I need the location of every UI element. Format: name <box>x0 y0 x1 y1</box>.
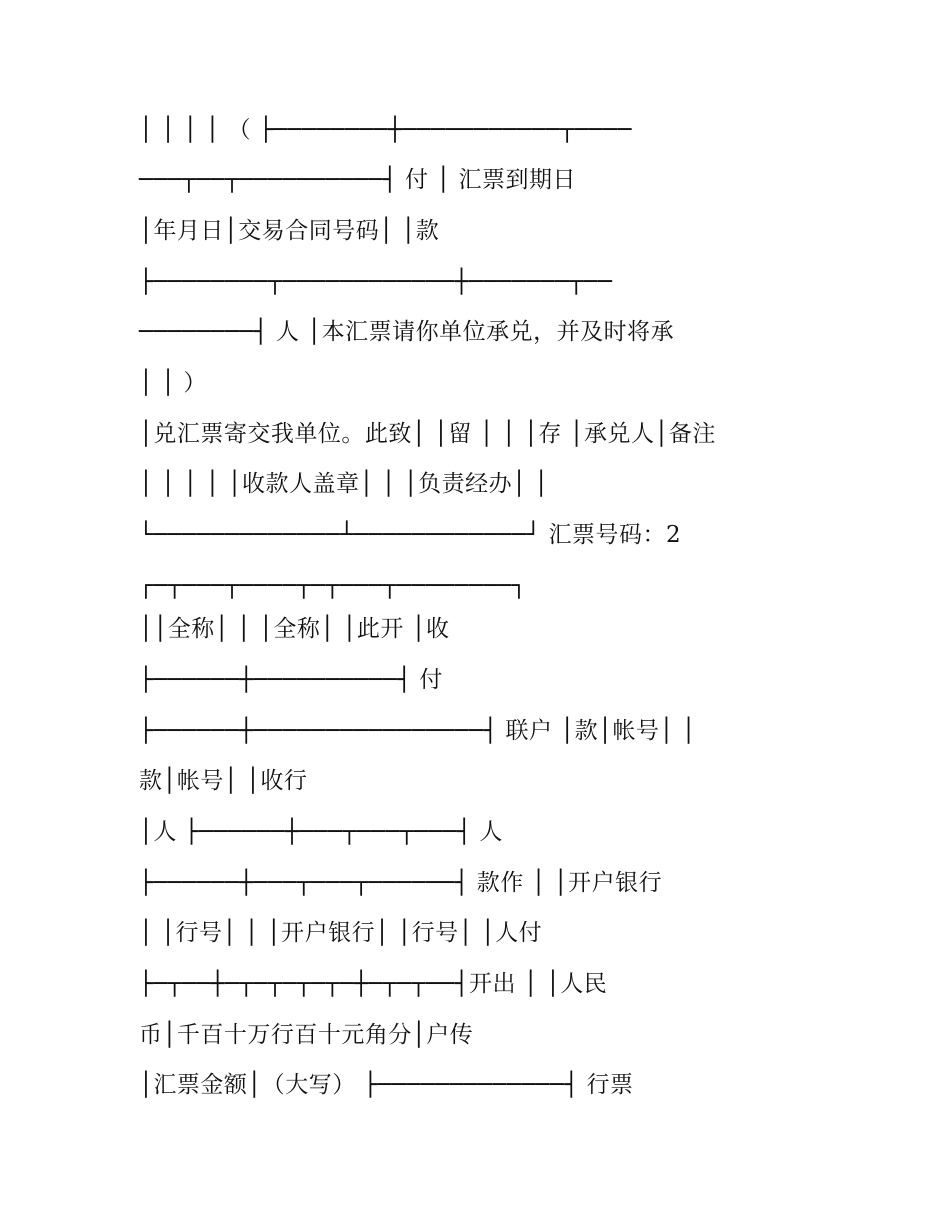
text-line: ┌─┬───┬────┬─┬───┬────────┐ <box>139 573 527 599</box>
text-line: │ │ ） <box>139 370 207 396</box>
text-line: │兑汇票寄交我单位。此致│ │留 │ │ │存 │承兑人│备注 <box>139 421 716 447</box>
text-line: ││全称│ │ │全称│ │此开 │收 <box>139 616 450 642</box>
text-line: 款│帐号│ │收行 <box>139 768 308 794</box>
text-line: │ │ │ │ │收款人盖章│ │ │负责经办│ │ <box>139 471 549 497</box>
text-line: ├────────┬────────────┼───────┬── <box>139 269 613 295</box>
text-line: │ │行号│ │ │开户银行│ │行号│ │人付 <box>139 920 543 946</box>
text-line: │汇票金额│（大写） ├─────────────┤ 行票 <box>139 1072 634 1098</box>
text-line: 币│千百十万行百十元角分│户传 <box>139 1022 474 1048</box>
text-line: │人 ├──────┼───┬───┬───┤ 人 <box>139 819 503 845</box>
text-line: ├──────┼───┬───┬──────┤ 款作 │ │开户银行 <box>139 870 663 896</box>
text-line: ────────┤ 人 │本汇票请你单位承兑，并及时将承 <box>139 319 675 345</box>
text-line: │ │ │ │ （ ├────────┼───────────┬──── <box>139 117 632 143</box>
text-line: ├──────┼──────────┤ 付 <box>139 667 443 693</box>
text-line: ───┬──┬──────────┤ 付 │ 汇票到期日 <box>139 167 577 193</box>
text-line: │年月日│交易合同号码│ │款 <box>139 218 440 244</box>
text-line: ├──────┼────────────────┤ 联户 │款│帐号│ │ <box>139 718 697 744</box>
text-line: ├─┬──┼─┬─┬─┬─┬─┼─┬─┬──┤开出 │ │人民 <box>139 971 608 997</box>
text-line: └─────────────┴────────────┘ 汇票号码：2 <box>139 522 682 548</box>
